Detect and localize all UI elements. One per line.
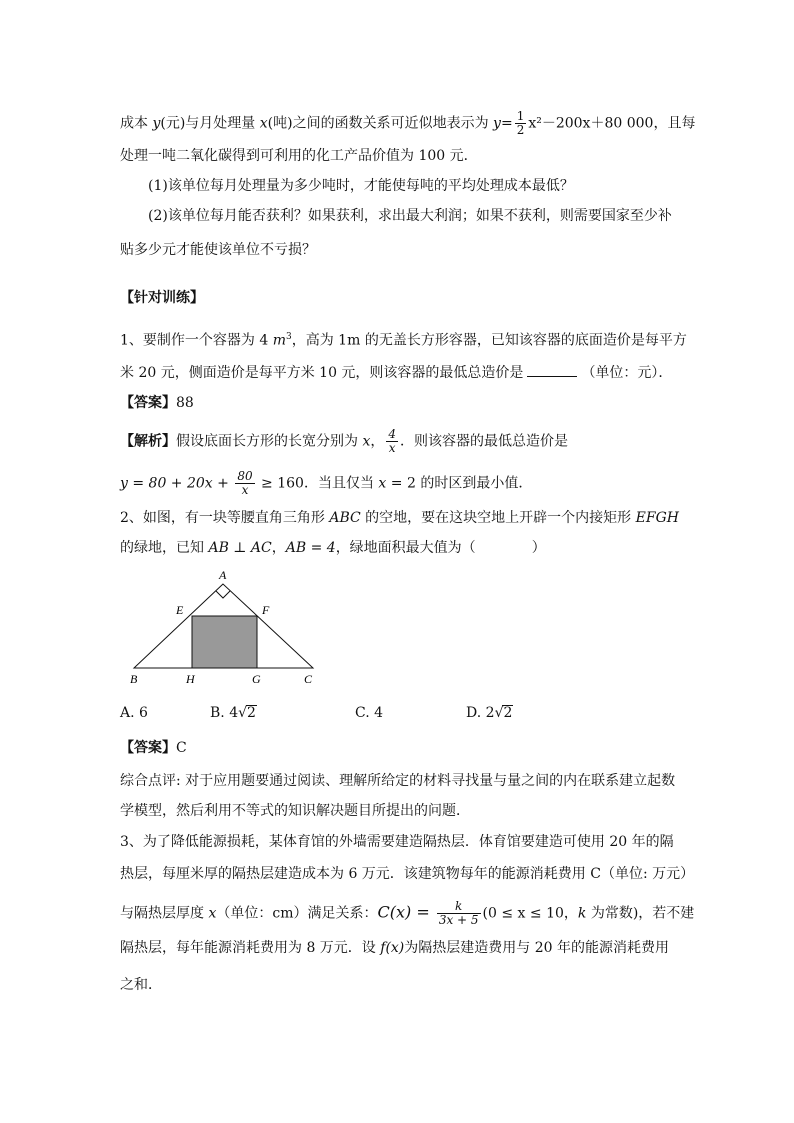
p3-fraction: $\frac{k}{3x + 5}$ (438, 899, 479, 927)
right-angle-mark (216, 591, 230, 598)
answer-blank (527, 362, 577, 377)
rectangle-efgh (192, 616, 257, 668)
option-a: A. 6 (120, 705, 148, 721)
p1-analysis: 【解析】假设底面长方形的长宽分别为 x， $\frac{4}{x}$ ．则该容器的最低总造价是 (120, 427, 568, 455)
intro-question-1: (1)该单位每月处理量为多少吨时，才能使每吨的平均处理成本最低？ (148, 178, 574, 194)
option-d: D. 2√2 (466, 705, 513, 721)
triangle-figure (120, 566, 330, 691)
intro-question-2b: 贴多少元才能使该单位不亏损？ (120, 242, 316, 258)
section-title: 【针对训练】 (120, 290, 204, 306)
intro-fraction: $\frac{1}{2}$ (516, 109, 525, 137)
p1-line-2: 米 20 元，侧面造价是每平方米 10 元，则该容器的最低总造价是 （单位：元）． (120, 362, 672, 383)
p1-answer: 【答案】88 (120, 395, 194, 411)
option-c: C. 4 (355, 705, 384, 721)
p2-answer: 【答案】C (120, 740, 187, 756)
label-c: C (304, 672, 313, 686)
p1-line-1: 1、要制作一个容器为 4 $m^3$，高为 1m 的无盖长方形容器，已知该容器的底面造价是每平方 (120, 332, 687, 349)
intro-line-1: 成本 y(元)与月处理量 x(吨)之间的函数关系可近似地表示为 y= $\frac{1}{2}$ x²－200x＋80 000，且每 (120, 109, 696, 137)
label-h: H (186, 672, 195, 686)
p1-eq-fraction: $\frac{80}{x}$ (237, 469, 253, 497)
p1-equation: y = 80 + 20x + $\frac{80}{x}$ ≥ 160．当且仅当 x = 2 的时区到最小值． (120, 469, 533, 497)
intro-line-2: 处理一吨二氧化碳得到可利用的化工产品价值为 100 元． (120, 148, 478, 164)
p2-line-1: 2、如图，有一块等腰直角三角形 ABC 的空地，要在这块空地上开辟一个内接矩形 EFGH (120, 510, 679, 526)
p3-line-3: 与隔热层厚度 x（单位：cm）满足关系：C(x) = $\frac{k}{3x + 5}$ (0 ≤ x ≤ 10，k 为常数)，若不建 (120, 899, 695, 927)
label-b: B (130, 672, 138, 686)
label-e: E (176, 603, 184, 617)
p3-line-5: 之和． (120, 977, 162, 993)
p2-line-2: 的绿地，已知 AB ⊥ AC，AB = 4，绿地面积最大值为（ ） (120, 540, 546, 556)
p1-analysis-fraction: $\frac{4}{x}$ (388, 427, 396, 455)
intro-question-2a: (2)该单位每月能否获利？如果获利，求出最大利润；如果不获利，则需要国家至少补 (148, 208, 672, 224)
p3-line-2: 热层，每厘米厚的隔热层建造成本为 6 万元．该建筑物每年的能源消耗费用 C（单位: 万元） (120, 866, 695, 882)
label-f: F (262, 603, 270, 617)
p3-line-4: 隔热层，每年能源消耗费用为 8 万元．设 f(x)为隔热层建造费用与 20 年的能源消耗费用 (120, 940, 669, 956)
p3-line-1: 3、为了降低能源损耗，某体育馆的外墙需要建造隔热层．体育馆要建造可使用 20 年的隔 (120, 834, 674, 850)
option-b: B. 4√2 (210, 705, 256, 721)
p2-comment-1: 综合点评: 对于应用题要通过阅读、理解所给定的材料寻找量与量之间的内在联系建立起数 (120, 773, 676, 789)
label-g: G (252, 672, 261, 686)
label-a: A (219, 568, 227, 582)
p2-comment-2: 学模型，然后利用不等式的知识解决题目所提出的问题． (120, 803, 470, 819)
